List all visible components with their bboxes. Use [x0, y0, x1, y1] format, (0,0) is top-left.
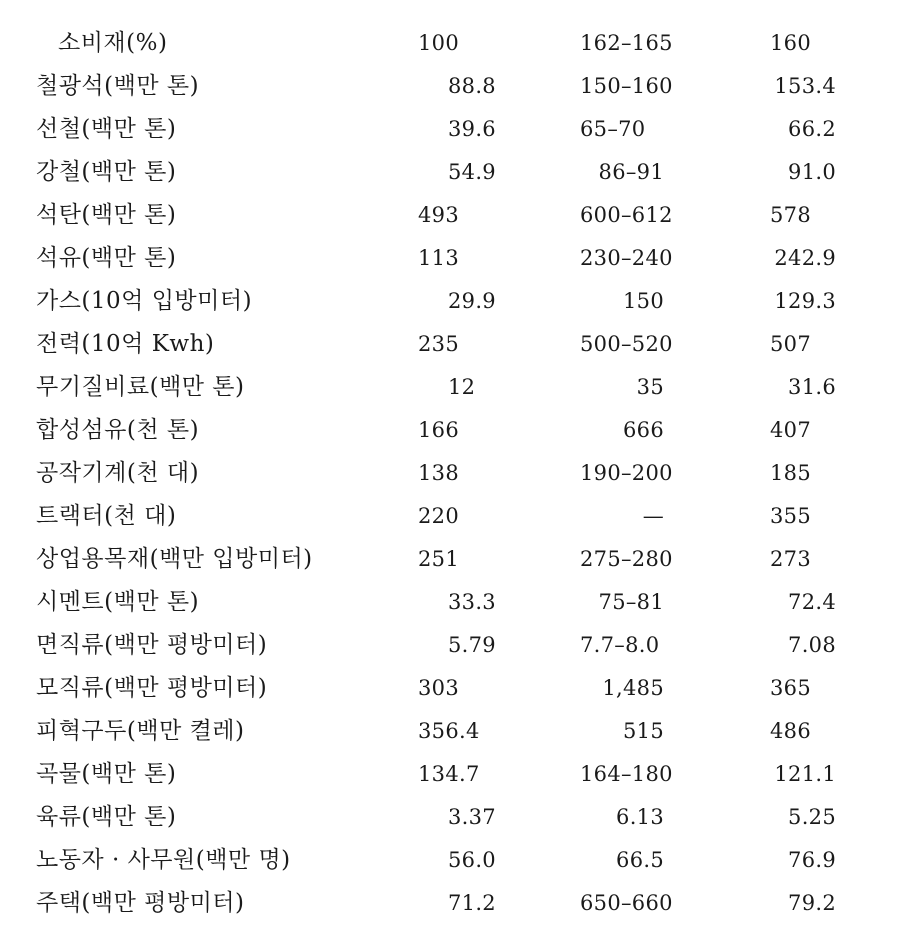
table-row	[0, 151, 900, 194]
value-col-3: 507	[770, 332, 811, 356]
value-col-1: 493	[418, 203, 459, 227]
table-row	[0, 667, 900, 710]
value-col-2: 65–70	[580, 117, 646, 141]
table-row	[0, 839, 900, 882]
value-col-2: 86–91	[598, 160, 664, 184]
row-label: 시멘트(백만 톤)	[36, 589, 200, 615]
row-label: 주택(백만 평방미터)	[36, 890, 245, 916]
row-label: 상업용목재(백만 입방미터)	[36, 546, 313, 572]
value-col-1: 3.37	[448, 805, 496, 829]
value-col-3: 31.6	[788, 375, 836, 399]
value-col-3: 121.1	[774, 762, 836, 786]
value-col-2: 1,485	[602, 676, 664, 700]
value-col-1: 39.6	[448, 117, 496, 141]
value-col-1: 71.2	[448, 891, 496, 915]
value-col-1: 303	[418, 676, 459, 700]
value-col-3: 185	[770, 461, 811, 485]
table-row	[0, 409, 900, 452]
value-col-1: 220	[418, 504, 459, 528]
table-row	[0, 323, 900, 366]
row-label: 트랙터(천 대)	[36, 503, 177, 529]
row-label: 소비재(%)	[58, 30, 168, 56]
value-col-2: 515	[623, 719, 664, 743]
table-row	[0, 22, 900, 65]
row-label: 석유(백만 톤)	[36, 245, 177, 271]
value-col-3: 407	[770, 418, 811, 442]
value-col-2: —	[642, 504, 664, 528]
row-label: 선철(백만 톤)	[36, 116, 177, 142]
value-col-3: 273	[770, 547, 811, 571]
value-col-3: 365	[770, 676, 811, 700]
table-row	[0, 366, 900, 409]
row-label: 육류(백만 톤)	[36, 804, 177, 830]
table-row	[0, 65, 900, 108]
table-row	[0, 452, 900, 495]
table-row	[0, 581, 900, 624]
statistics-table	[0, 22, 900, 925]
value-col-2: 150	[623, 289, 664, 313]
table-row	[0, 624, 900, 667]
table-row	[0, 538, 900, 581]
value-col-3: 355	[770, 504, 811, 528]
value-col-3: 91.0	[788, 160, 836, 184]
value-col-1: 138	[418, 461, 459, 485]
value-col-2: 164–180	[580, 762, 673, 786]
value-col-2: 600–612	[580, 203, 673, 227]
value-col-1: 235	[418, 332, 459, 356]
value-col-2: 500–520	[580, 332, 673, 356]
row-label: 합성섬유(천 톤)	[36, 417, 200, 443]
row-label: 노동자 · 사무원(백만 명)	[36, 847, 291, 873]
value-col-1: 251	[418, 547, 459, 571]
row-label: 무기질비료(백만 톤)	[36, 374, 245, 400]
value-col-3: 129.3	[774, 289, 836, 313]
row-label: 면직류(백만 평방미터)	[36, 632, 268, 658]
row-label: 석탄(백만 톤)	[36, 202, 177, 228]
row-label: 전력(10억 Kwh)	[36, 331, 215, 357]
table-row	[0, 280, 900, 323]
table-row	[0, 194, 900, 237]
value-col-1: 356.4	[418, 719, 480, 743]
row-label: 가스(10억 입방미터)	[36, 288, 253, 314]
table-row	[0, 237, 900, 280]
value-col-1: 12	[448, 375, 476, 399]
value-col-3: 76.9	[788, 848, 836, 872]
row-label: 피혁구두(백만 켤레)	[36, 718, 245, 744]
value-col-1: 88.8	[448, 74, 496, 98]
value-col-2: 7.7–8.0	[580, 633, 660, 657]
value-col-2: 162–165	[580, 31, 673, 55]
row-label: 공작기계(천 대)	[36, 460, 200, 486]
value-col-2: 666	[623, 418, 664, 442]
table-row	[0, 710, 900, 753]
value-col-1: 100	[418, 31, 459, 55]
value-col-2: 150–160	[580, 74, 673, 98]
value-col-3: 160	[770, 31, 811, 55]
table-row	[0, 495, 900, 538]
value-col-2: 275–280	[580, 547, 673, 571]
value-col-1: 56.0	[448, 848, 496, 872]
table-row	[0, 882, 900, 925]
value-col-3: 5.25	[788, 805, 836, 829]
value-col-2: 190–200	[580, 461, 673, 485]
value-col-2: 230–240	[580, 246, 673, 270]
value-col-3: 79.2	[788, 891, 836, 915]
table-row	[0, 753, 900, 796]
value-col-3: 66.2	[788, 117, 836, 141]
value-col-3: 7.08	[788, 633, 836, 657]
value-col-3: 578	[770, 203, 811, 227]
row-label: 곡물(백만 톤)	[36, 761, 177, 787]
row-label: 강철(백만 톤)	[36, 159, 177, 185]
value-col-1: 134.7	[418, 762, 480, 786]
value-col-2: 650–660	[580, 891, 673, 915]
value-col-1: 166	[418, 418, 459, 442]
value-col-1: 5.79	[448, 633, 496, 657]
value-col-3: 242.9	[774, 246, 836, 270]
value-col-2: 35	[636, 375, 664, 399]
value-col-1: 29.9	[448, 289, 496, 313]
value-col-1: 54.9	[448, 160, 496, 184]
value-col-2: 75–81	[598, 590, 664, 614]
row-label: 모직류(백만 평방미터)	[36, 675, 268, 701]
value-col-1: 113	[418, 246, 459, 270]
value-col-3: 486	[770, 719, 811, 743]
row-label: 철광석(백만 톤)	[36, 73, 200, 99]
value-col-2: 66.5	[616, 848, 664, 872]
value-col-3: 72.4	[788, 590, 836, 614]
value-col-1: 33.3	[448, 590, 496, 614]
table-row	[0, 108, 900, 151]
value-col-2: 6.13	[616, 805, 664, 829]
table-row	[0, 796, 900, 839]
value-col-3: 153.4	[774, 74, 836, 98]
